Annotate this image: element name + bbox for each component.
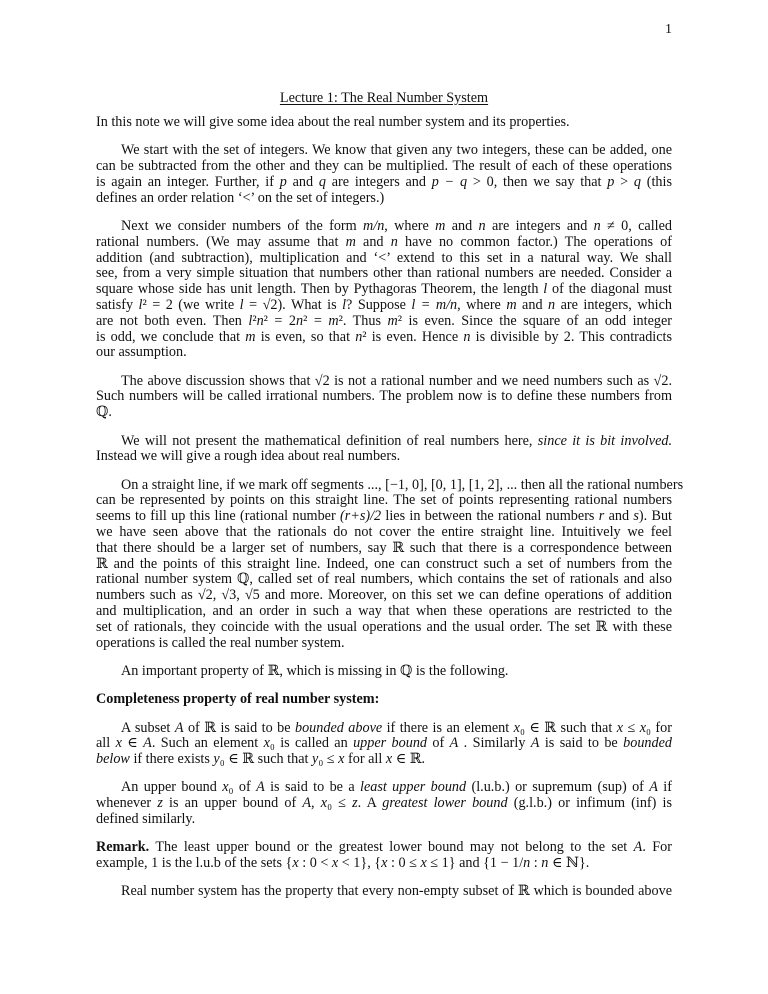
lecture-title: Lecture 1: The Real Number System [279,90,489,106]
text-segment: if [657,779,672,796]
text-segment: can be represented by points on this straight line. The set of points representing rational numbers [96,492,672,509]
text-segment: numbers such as √2, √3, √5 and more. Moreover, on this set we can define operations of addition [96,587,672,604]
text-segment: our assumption. [96,344,187,361]
text-segment: ₀ ≤ [318,751,339,768]
text-line [96,235,672,251]
text-line [96,389,672,405]
text-segment: , [311,795,321,812]
text-segment: (g.l.b.) or infimum (inf) is [507,795,673,812]
bold-text: Completeness property of real number system: [96,691,380,708]
italic-text: upper bound [353,735,428,752]
text-segment: see, from a very simple situation that numbers other than rational numbers are needed. Consider a [96,265,672,282]
text-segment: On a straight line, if we mark off segments ..., [−1, 0], [0, 1], [1, 2], ... then all the rational numbers [121,476,684,493]
italic-text: l [138,296,143,313]
italic-text: A [530,735,540,752]
text-segment: The above discussion shows that √2 is not a rational number and we need numbers such as √2. [121,372,672,389]
italic-text: bounded above [294,719,383,736]
text-line [96,314,672,330]
text-segment: (this [640,173,672,190]
italic-text: greatest lower bound [382,795,508,812]
text-line [96,251,672,267]
text-line [96,721,672,737]
text-line [96,115,672,131]
italic-text: m [435,217,446,234]
italic-text: q [318,173,326,190]
text-segment: and [445,217,479,234]
text-segment: ∈ ℝ. [392,751,426,768]
italic-text: l [248,312,253,329]
italic-text: n [478,217,486,234]
text-segment: , where [384,217,436,234]
text-segment: is divisible by 2. This contradicts [470,328,672,345]
italic-text: p [279,173,287,190]
text-segment: > 0, then we say that [467,173,608,190]
italic-text: n [593,217,601,234]
text-line [96,191,672,207]
italic-text: x [115,735,122,752]
text-line [96,636,672,652]
text-segment: The least upper bound or the greatest lower bound may not belong to the set [149,839,634,856]
text-segment: and [355,233,391,250]
italic-text: x [385,751,393,768]
italic-text: m [387,312,398,329]
italic-text: n [355,328,363,345]
text-line [96,525,672,541]
italic-text: x [616,719,624,736]
italic-text: x [331,855,339,872]
text-line [96,736,672,752]
italic-text: bounded [623,735,672,752]
text-segment: . A [357,795,383,812]
paragraph [96,374,672,421]
italic-text: n [463,328,471,345]
text-segment: of the diagonal must [547,281,672,298]
text-line [96,840,672,856]
italic-text: m [345,233,356,250]
italic-text: m/n [363,217,385,234]
text-line [96,572,672,588]
italic-text: since it is bit involved. [537,432,673,449]
text-segment: set of rationals, they coincide with the usual operations and the usual order. The set ℝ with these [96,618,672,635]
text-segment: are not both even. Then [96,312,249,329]
text-segment: ≤ 1} and {1 − 1/ [426,855,524,872]
text-segment: if there exists [129,751,214,768]
text-segment: is even, so that [255,328,356,345]
italic-text: A [256,779,265,796]
italic-text: l [342,296,347,313]
italic-text: x [513,719,520,736]
text-line [96,282,672,298]
paragraph [96,219,672,361]
text-segment: if there is an element [382,719,514,736]
text-segment: Next we consider numbers of the form [121,217,364,234]
text-segment: In this note we will give some idea about the real number system and its properties. [96,114,570,130]
text-segment: and [286,173,319,190]
text-segment: ∈ [121,735,144,752]
text-segment: of ℝ is said to be [183,719,295,736]
italic-text: (r+s)/2 [340,508,382,525]
text-segment: > [614,173,634,190]
text-segment: ² is even. Hence [362,328,464,345]
text-segment: ₀ ≤ [327,795,353,812]
text-segment: defined similarly. [96,810,196,827]
italic-text: n [548,296,556,313]
italic-text: A [143,735,152,752]
italic-text: r [598,508,605,525]
text-line [96,620,672,636]
text-segment: of [427,735,450,752]
text-segment: ∈ ℕ}. [548,855,590,872]
italic-text: l = m/n [411,296,458,313]
italic-text: n [541,855,549,872]
paragraph [96,884,672,900]
text-segment: : 0 < [298,855,332,872]
text-segment: for all [344,751,386,768]
text-segment: and [516,296,549,313]
text-line [96,143,672,159]
text-segment: , where [457,296,507,313]
paragraph [96,476,684,652]
italic-text: l [239,296,244,313]
text-segment: ². Thus [338,312,388,329]
paragraph [96,840,672,872]
italic-text: x [338,751,345,768]
text-line [96,405,672,421]
document-body [96,114,684,913]
text-segment: . For [642,839,672,856]
text-segment: ² is even. Since the square of an odd integer [397,312,672,329]
italic-text: z [157,795,163,812]
text-line [96,856,672,872]
text-segment: we have seen above that the rationals do not cover the entire straight line. Intuitively we feel [96,524,672,541]
italic-text: n [523,855,531,872]
italic-text: A [174,719,184,736]
text-line [96,374,672,390]
text-segment: that there should be a larger set of numbers, say ℝ such that there is a correspondence between [96,539,672,556]
text-segment: ² = 2 [263,312,297,329]
text-segment: are integers, which [555,296,673,313]
text-line [96,796,672,812]
text-line [96,330,672,346]
italic-text: below [96,751,130,768]
text-segment: ₀ ∈ ℝ such that [519,719,617,736]
text-segment: ₀ for [646,719,672,736]
text-segment: An important property of ℝ, which is missing in ℚ is the following. [121,662,509,679]
bold-text: Remark. [96,839,150,856]
text-line [96,175,672,191]
italic-text: y [312,751,319,768]
italic-text: m [328,312,339,329]
text-segment: operations is called the real number system. [96,634,345,651]
text-segment: ² = 2 (we write [142,296,240,313]
italic-text: p − q [431,173,468,190]
paragraph [96,664,672,680]
text-segment: addition (and subtraction), multiplication and ‘<’ extend to this set in a natural way. We shall [96,249,672,266]
italic-text: A [302,795,312,812]
text-segment: = √2). What is [243,296,343,313]
italic-text: least upper bound [360,779,467,796]
text-segment: satisfy [96,296,139,313]
text-segment: We will not present the mathematical definition of real numbers here, [121,432,538,449]
italic-text: x [292,855,299,872]
text-segment: square whose side has unit length. Then by Pythagoras Theorem, the length [96,281,544,298]
text-segment: can be subtracted from the other and they can be multiplied. The result of each of these operations [96,158,672,175]
text-segment: Real number system has the property that every non-empty subset of ℝ which is bounded above [121,883,672,900]
italic-text: n [256,312,264,329]
italic-text: x [222,779,229,796]
text-segment: are integers and [325,173,432,190]
paragraph [96,780,672,827]
text-segment: and multiplication, and an order in such a way that when these operations are restricted to the [96,603,672,620]
text-segment: is again an integer. Further, if [96,173,280,190]
text-line [96,509,672,525]
text-line [96,812,672,828]
italic-text: l [543,281,548,298]
text-line [96,476,684,494]
text-segment: ? Suppose [346,296,412,313]
text-line [96,541,672,557]
text-line [96,298,672,314]
italic-text: n [296,312,304,329]
text-segment: ℚ. [96,404,112,421]
text-segment: . Similarly [458,735,531,752]
text-line [96,664,672,680]
italic-text: p [607,173,615,190]
text-segment: An upper bound [121,779,223,796]
text-segment: example, 1 is the l.u.b of the sets { [96,855,293,872]
text-segment: ² = [303,312,329,329]
text-segment: whenever [96,795,158,812]
italic-text: z [352,795,358,812]
text-line [96,449,672,465]
paragraph [96,434,672,466]
text-segment: ℝ and the points of this straight line. Indeed, one can construct such a set of numbers from the [96,555,672,572]
text-segment: < 1}, { [338,855,382,872]
text-segment: (l.u.b.) or supremum (sup) of [466,779,650,796]
paragraph [96,721,672,768]
text-segment: : [530,855,542,872]
text-line [96,434,672,450]
italic-text: x [263,735,270,752]
text-line [96,493,672,509]
text-segment: ≠ 0, called [600,217,672,234]
italic-text: x [420,855,427,872]
text-segment: ₀ ∈ ℝ such that [219,751,312,768]
text-segment: is said to be [539,735,624,752]
text-segment: is said to be a [264,779,361,796]
paragraph [96,692,672,708]
text-segment: ₀ of [228,779,257,796]
text-segment: . Such an element [151,735,264,752]
text-line [96,752,672,768]
text-segment: ≤ [623,719,640,736]
text-line [96,159,672,175]
text-line [96,557,672,573]
text-segment: ₀ is called an [269,735,354,752]
italic-text: n [390,233,398,250]
italic-text: q [633,173,641,190]
italic-text: m [245,328,256,345]
text-segment: : 0 ≤ [387,855,421,872]
text-segment: is an upper bound of [162,795,303,812]
text-line [96,345,672,361]
italic-text: x [320,795,328,812]
paragraph [96,143,672,206]
text-segment: rational numbers. (We may assume that [96,233,346,250]
text-segment: rational number system ℚ, called set of real numbers, which contains the set of rationals and also [96,571,672,588]
text-segment: Instead we will give a rough idea about real numbers. [96,448,401,465]
text-line [96,884,672,900]
paragraph [96,115,672,131]
page-title [0,90,768,106]
italic-text: A [449,735,459,752]
page-number: 1 [665,22,672,37]
text-segment: seems to fill up this line (rational number [96,508,341,525]
text-segment: A subset [121,719,175,736]
text-segment: all [96,735,116,752]
italic-text: A [633,839,643,856]
text-line [96,780,672,796]
italic-text: s [633,508,639,525]
text-segment: We start with the set of integers. We know that given any two integers, these can be added, one [121,142,672,159]
text-line [96,692,672,708]
text-segment: ). But [638,508,672,525]
italic-text: y [213,751,220,768]
text-line [96,266,672,282]
text-segment: and [604,508,634,525]
text-segment: defines an order relation ‘<’ on the set of integers.) [96,189,385,206]
italic-text: x [381,855,388,872]
text-line [96,604,672,620]
text-segment: are integers and [485,217,594,234]
italic-text: m [506,296,517,313]
text-line [96,219,672,235]
text-segment: ² [252,312,257,329]
text-line [96,588,672,604]
italic-text: x [639,719,647,736]
italic-text: A [649,779,658,796]
text-segment: is odd, we conclude that [96,328,246,345]
text-segment: have no common factor.) The operations of [397,233,672,250]
text-segment: Such numbers will be called irrational numbers. The problem now is to define these numbers from [96,388,672,405]
text-segment: lies in between the rational numbers [381,508,599,525]
